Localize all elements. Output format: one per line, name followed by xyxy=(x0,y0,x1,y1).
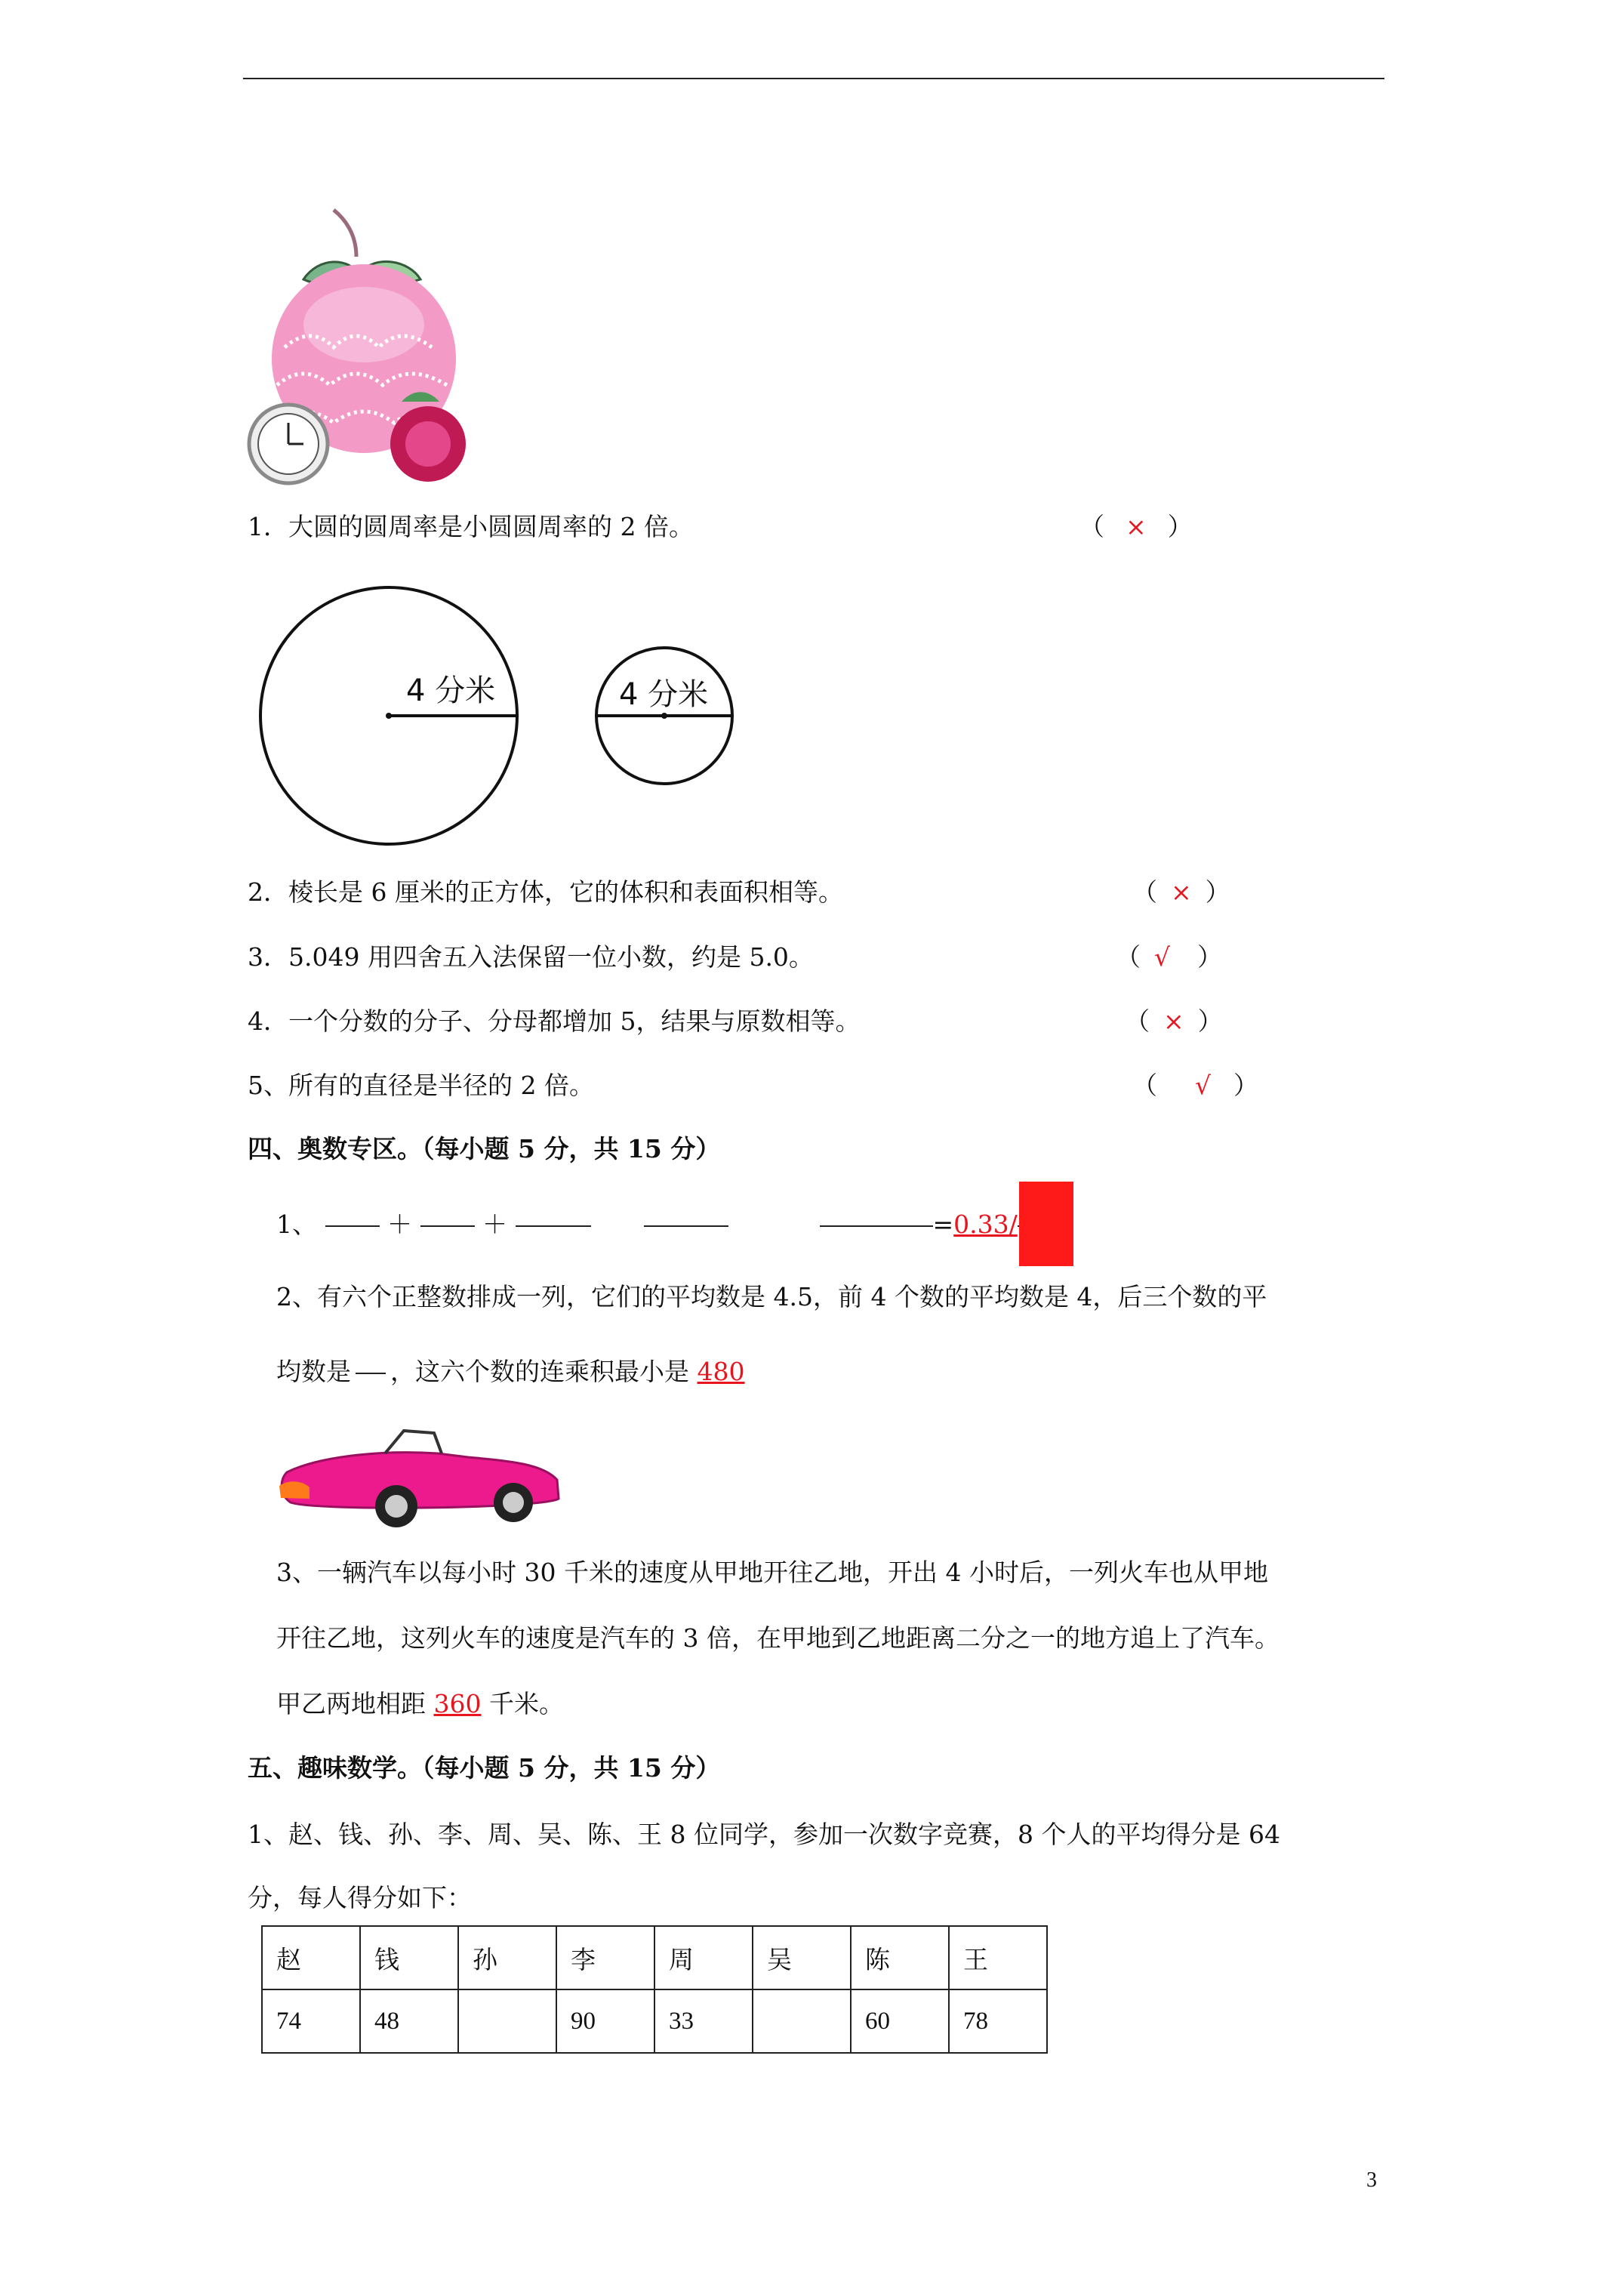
paren-open: （ xyxy=(1116,942,1141,972)
q2-prefix: 均数是 xyxy=(276,1357,351,1386)
section4-q3-line3 xyxy=(276,1689,564,1719)
name-cell: 陈 xyxy=(851,1926,949,1989)
name-cell: 孙 xyxy=(458,1926,556,1989)
judge-answer-4 xyxy=(1125,1006,1223,1037)
paren-close: ） xyxy=(1167,512,1193,541)
score-cell: 48 xyxy=(360,1989,458,2053)
fraction-bar xyxy=(820,1225,933,1227)
score-cell xyxy=(753,1989,851,2053)
section5-title: 五、趣味数学。（每小题 5 分，共 15 分） xyxy=(248,1753,721,1783)
judge-item-1: 1．大圆的圆周率是小圆圆周率的 2 倍。 xyxy=(248,512,694,541)
fraction-bar xyxy=(420,1225,475,1227)
name-cell: 王 xyxy=(949,1926,1047,1989)
section4-q2-line1: 2、有六个正整数排成一列，它们的平均数是 4.5，前 4 个数的平均数是 4，后三个数的平 xyxy=(276,1282,1267,1311)
q1-prefix: 1、 xyxy=(276,1210,317,1239)
judge-answer-2 xyxy=(1132,877,1230,908)
score-cell: 90 xyxy=(556,1989,654,2053)
q3-prefix: 甲乙两地相距 xyxy=(276,1689,426,1718)
section4-title: 四、奥数专区。（每小题 5 分，共 15 分） xyxy=(248,1134,721,1163)
judge-item-3: 3．5.049 用四舍五入法保留一位小数，约是 5.0。 xyxy=(248,942,814,972)
paren-open: （ xyxy=(1132,1071,1157,1100)
equals-sign: = xyxy=(932,1210,954,1239)
red-highlight-box xyxy=(1019,1182,1073,1266)
judge-answer-1 xyxy=(1079,512,1193,542)
score-cell: 78 xyxy=(949,1989,1047,2053)
paren-open: （ xyxy=(1079,512,1104,541)
name-cell: 李 xyxy=(556,1926,654,1989)
scores-table xyxy=(261,1925,1048,2054)
plus-sign: ＋ xyxy=(387,1210,412,1239)
paren-close: ） xyxy=(1197,942,1223,972)
score-cell xyxy=(458,1989,556,2053)
cross-mark: × xyxy=(1163,1006,1184,1036)
score-cell: 33 xyxy=(654,1989,753,2053)
q2-answer: 480 xyxy=(697,1357,745,1386)
section5-q1-line2: 分，每人得分如下： xyxy=(248,1883,472,1912)
fraction-bar xyxy=(516,1225,591,1227)
name-cell: 钱 xyxy=(360,1926,458,1989)
page-number: 3 xyxy=(1366,2168,1377,2192)
paren-close: ） xyxy=(1233,1071,1259,1100)
table-row xyxy=(262,1926,1047,1989)
check-mark: √ xyxy=(1195,1071,1212,1100)
flower-clock-illustration xyxy=(243,204,485,491)
name-cell: 赵 xyxy=(262,1926,360,1989)
check-mark: √ xyxy=(1154,942,1171,972)
q2-mid: ，这六个数的连乘积最小是 xyxy=(390,1357,689,1386)
small-circle-label: 4 分米 xyxy=(619,677,709,712)
judge-item-4: 4．一个分数的分子、分母都增加 5，结果与原数相等。 xyxy=(248,1006,861,1036)
header-rule xyxy=(243,78,1384,79)
judge-answer-5 xyxy=(1132,1071,1258,1101)
section4-q3-line1: 3、一辆汽车以每小时 30 千米的速度从甲地开往乙地，开出 4 小时后，一列火车也从甲地 xyxy=(276,1558,1268,1587)
section4-q2-line2 xyxy=(276,1357,745,1387)
plus-sign: ＋ xyxy=(482,1210,507,1239)
q3-suffix: 千米。 xyxy=(489,1689,564,1718)
judge-item-2: 2．棱长是 6 厘米的正方体，它的体积和表面积相等。 xyxy=(248,877,843,907)
fraction-bar xyxy=(644,1225,728,1227)
judge-answer-3 xyxy=(1116,942,1222,972)
section5-q1-line1: 1、赵、钱、孙、李、周、吴、陈、王 8 位同学，参加一次数字竞赛，8 个人的平均得分是 64 xyxy=(248,1820,1280,1849)
answer-blank xyxy=(356,1373,386,1374)
q1-answer: 0.33/ xyxy=(953,1210,1018,1239)
name-cell: 周 xyxy=(654,1926,753,1989)
car-illustration xyxy=(272,1419,566,1533)
section4-q3-line2: 开往乙地，这列火车的速度是汽车的 3 倍，在甲地到乙地距离二分之一的地方追上了汽车。 xyxy=(276,1623,1280,1653)
paren-close: ） xyxy=(1197,1006,1223,1036)
score-cell: 60 xyxy=(851,1989,949,2053)
score-cell: 74 xyxy=(262,1989,360,2053)
table-row xyxy=(262,1989,1047,2053)
judge-item-5: 5、所有的直径是半径的 2 倍。 xyxy=(248,1071,594,1100)
fraction-bar xyxy=(325,1225,380,1227)
name-cell: 吴 xyxy=(753,1926,851,1989)
cross-mark: × xyxy=(1126,512,1147,541)
big-circle-label: 4 分米 xyxy=(406,673,496,708)
paren-open: （ xyxy=(1125,1006,1150,1036)
circles-figure xyxy=(257,580,740,852)
section4-q1 xyxy=(276,1210,1070,1240)
cross-mark: × xyxy=(1171,877,1192,907)
paren-close: ） xyxy=(1205,877,1230,907)
q3-answer: 360 xyxy=(433,1689,482,1718)
paren-open: （ xyxy=(1132,877,1157,907)
